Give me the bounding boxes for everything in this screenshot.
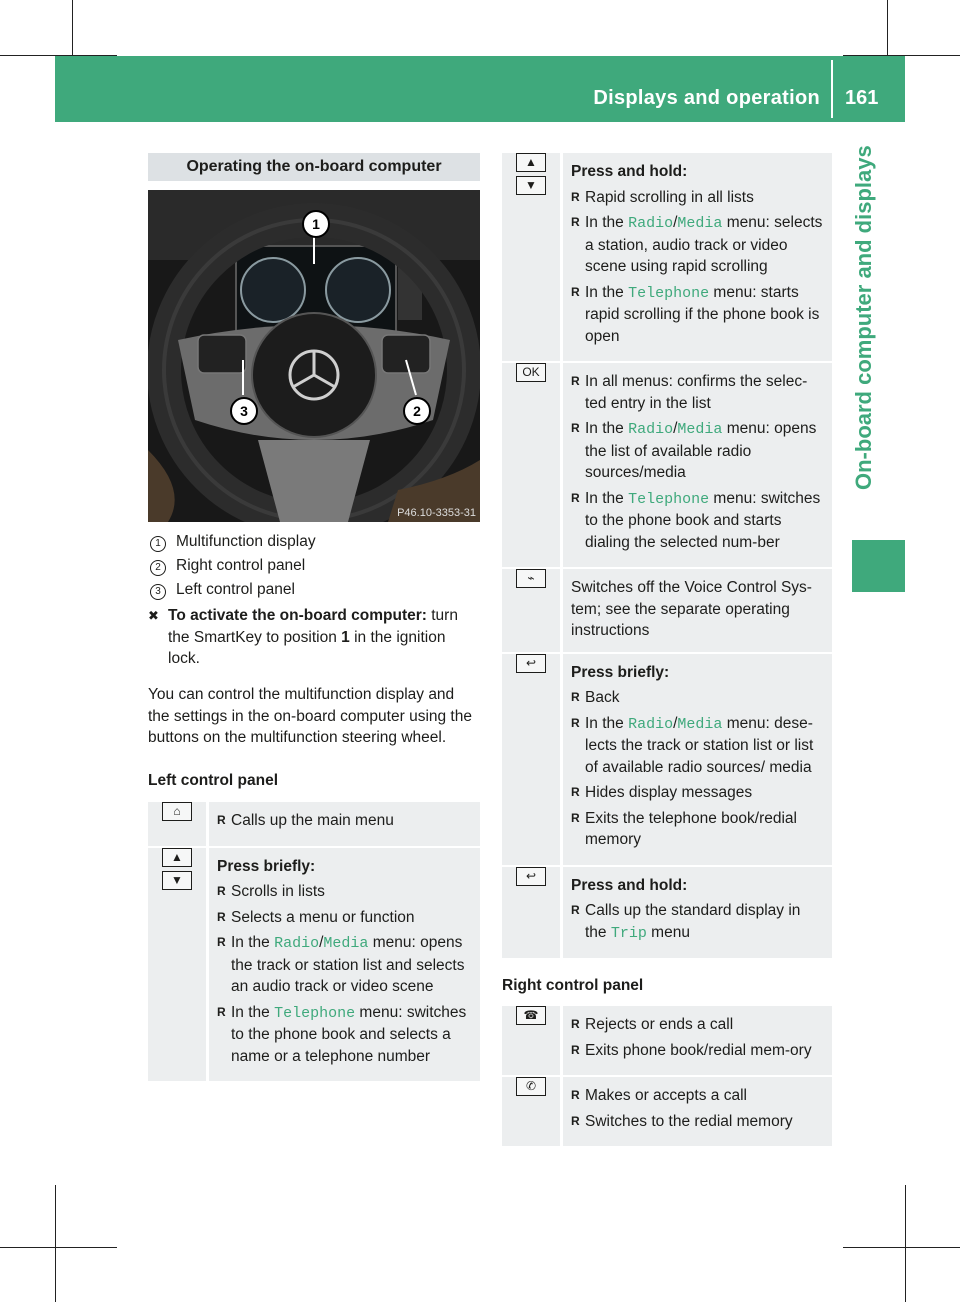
- ok-key-icon: OK: [516, 363, 546, 382]
- telephone-menu-name: Telephone: [274, 1004, 356, 1022]
- header-title: Displays and operation: [593, 87, 820, 109]
- crop-mark: [843, 1247, 960, 1248]
- legend: [150, 530, 480, 602]
- legend-number: 1: [150, 536, 166, 552]
- side-tab: [852, 540, 905, 592]
- step-arrow-icon: ✖: [148, 608, 159, 623]
- table-row: [502, 363, 832, 569]
- callout-3: 3: [230, 397, 258, 425]
- crop-mark: [55, 1185, 56, 1302]
- intro-paragraph: You can control the multifunction display and the settings in the on-board computer using the buttons on the multifunction steering wheel.: [148, 686, 472, 746]
- table-row: [148, 848, 480, 1084]
- press-briefly-label: Press briefly:: [571, 663, 670, 681]
- callout-1: 1: [302, 210, 330, 238]
- instruction-step: [148, 605, 480, 670]
- crop-mark: [0, 1247, 117, 1248]
- legend-number: 3: [150, 584, 166, 600]
- list-item: R Switches to the redial memory: [571, 1111, 824, 1133]
- table-row: [502, 153, 832, 363]
- list-item: R Hides display messages: [571, 782, 824, 804]
- left-panel-table-continued: [502, 153, 832, 960]
- hang-up-key-icon: ☎: [516, 1006, 546, 1025]
- voice-control-off-icon: ⌁: [516, 569, 546, 588]
- steering-wheel-illustration: [148, 190, 480, 522]
- crop-mark: [905, 1185, 906, 1302]
- table-row: [502, 867, 832, 961]
- list-item: R In the Radio/Media menu: opens the track or station list and selects an audio track or video scene: [217, 932, 472, 998]
- ignition-position: 1: [341, 628, 350, 646]
- accept-call-key-icon: ✆: [516, 1077, 546, 1096]
- steering-wheel-photo: [148, 190, 480, 522]
- table-row: [502, 569, 832, 654]
- home-key-icon: ⌂: [162, 802, 192, 821]
- instruction-bold: To activate the on-board computer:: [168, 607, 427, 624]
- instruction-text: turn the SmartKey to position: [168, 607, 458, 646]
- down-key-icon: ▼: [162, 871, 192, 890]
- side-chapter-title: On-board computer and displays: [851, 145, 876, 490]
- table-row: [148, 802, 480, 848]
- list-item: R Calls up the main menu: [217, 810, 472, 832]
- list-item: R In the Radio/Media menu: opens the list of available radio sources/media: [571, 418, 824, 484]
- list-item: R Calls up the standard display in the Trip menu: [571, 900, 824, 944]
- table-row: [502, 1077, 832, 1148]
- page-number: 161: [845, 87, 879, 109]
- header-separator: [831, 60, 833, 118]
- left-panel-table: [148, 802, 480, 1083]
- voice-control-text: Switches off the Voice Control Sys-tem; see the separate operating instructions: [571, 579, 812, 639]
- table-row: [502, 1006, 832, 1077]
- press-and-hold-label: Press and hold:: [571, 876, 688, 894]
- list-item: R In the Telephone menu: starts rapid scrolling if the phone book is open: [571, 282, 824, 348]
- list-item: R In the Radio/Media menu: dese-lects the track or station list or list of available radio sources/ media: [571, 713, 824, 779]
- back-key-icon: ↩: [516, 867, 546, 886]
- list-item: R Makes or accepts a call: [571, 1085, 824, 1107]
- up-key-icon: ▲: [516, 153, 546, 172]
- legend-number: 2: [150, 560, 166, 576]
- table-row: [502, 654, 832, 867]
- right-panel-table: [502, 1006, 832, 1148]
- right-panel-heading: Right control panel: [502, 977, 644, 994]
- list-item: R Rapid scrolling in all lists: [571, 187, 824, 209]
- down-key-icon: ▼: [516, 176, 546, 195]
- back-key-icon: ↩: [516, 654, 546, 673]
- legend-item: [150, 554, 480, 578]
- legend-text: Multifunction display: [176, 533, 316, 550]
- section-title: Operating the on-board computer: [148, 153, 480, 181]
- list-item: R Scrolls in lists: [217, 881, 472, 903]
- press-briefly-label: Press briefly:: [217, 857, 316, 875]
- list-item: R In all menus: confirms the selec-ted entry in the list: [571, 371, 824, 414]
- legend-item: [150, 530, 480, 554]
- list-item: R Back: [571, 687, 824, 709]
- list-item: R Selects a menu or function: [217, 907, 472, 929]
- left-panel-heading: Left control panel: [148, 772, 279, 789]
- list-item: R In the Telephone menu: switches to the phone book and starts dialing the selected num-ber: [571, 488, 824, 554]
- media-menu-name: Media: [323, 935, 369, 952]
- list-item: R In the Telephone menu: switches to the phone book and selects a name or a telephone number: [217, 1002, 472, 1068]
- legend-text: Right control panel: [176, 557, 306, 574]
- legend-item: [150, 578, 480, 602]
- press-and-hold-label: Press and hold:: [571, 163, 688, 180]
- instruction-end: in the ignition lock.: [168, 628, 446, 667]
- list-item: R Rejects or ends a call: [571, 1014, 824, 1036]
- image-code: P46.10-3353-31: [397, 507, 476, 519]
- list-item: R Exits phone book/redial mem-ory: [571, 1040, 824, 1062]
- list-item: R Exits the telephone book/redial memory: [571, 808, 824, 851]
- callout-2: 2: [403, 397, 431, 425]
- list-item: R In the Radio/Media menu: selects a station, audio track or video scene using rapid scrolling: [571, 212, 824, 278]
- up-key-icon: ▲: [162, 848, 192, 867]
- trip-menu-name: Trip: [610, 924, 647, 942]
- legend-text: Left control panel: [176, 581, 295, 598]
- radio-menu-name: Radio: [274, 935, 320, 952]
